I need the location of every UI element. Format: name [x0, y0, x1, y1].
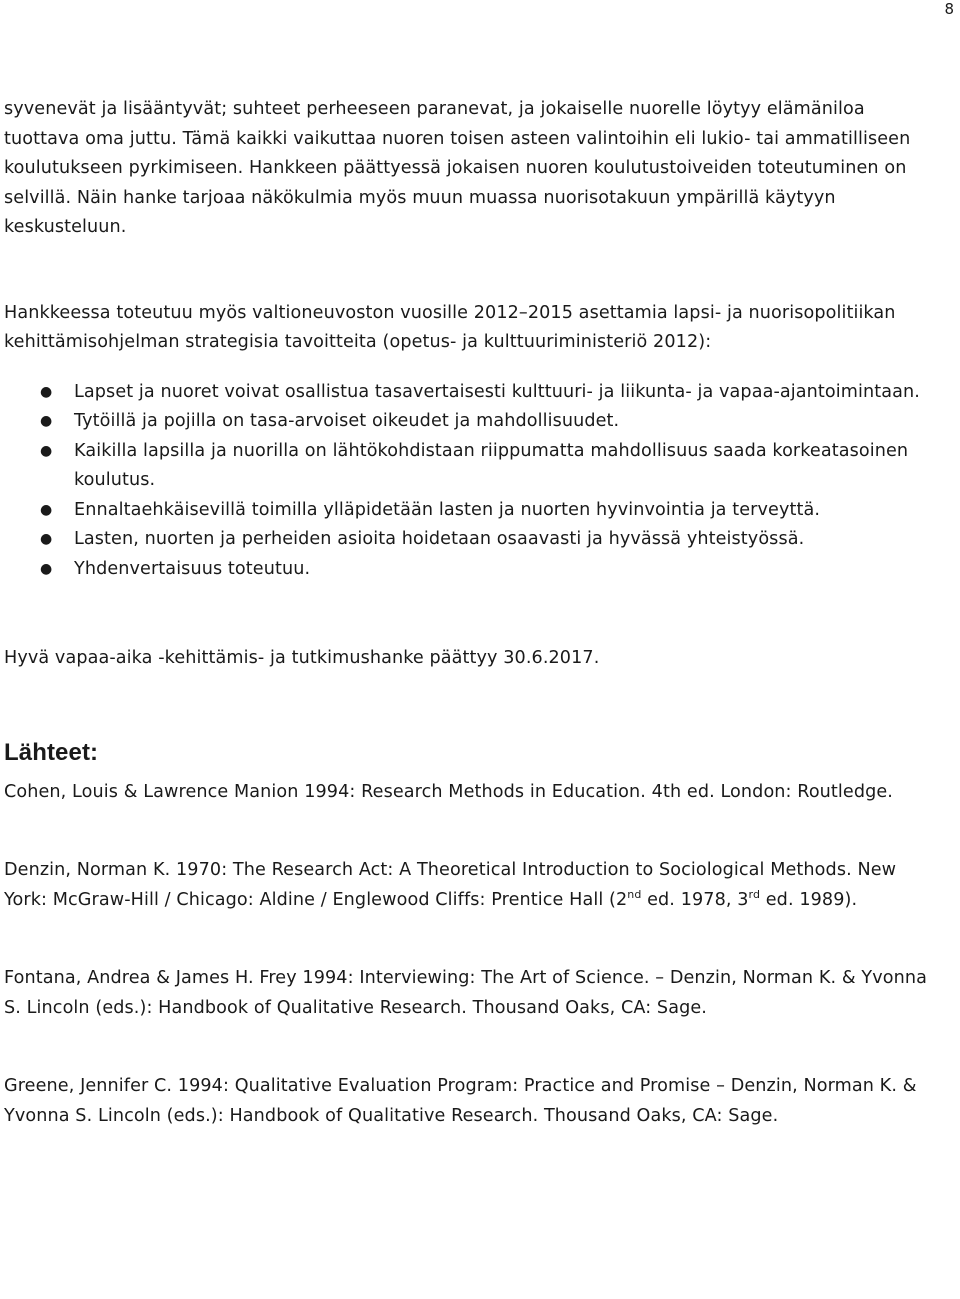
list-item [4, 437, 944, 496]
bullet-icon: ● [40, 531, 53, 547]
list-item [4, 525, 944, 555]
paragraph-project-outcomes: syvenevät ja lisääntyvät; suhteet perheeseen paranevat, ja jokaiselle nuorelle löytyy elämäniloa tuottava oma juttu. Tämä kaikki vaikuttaa nuoren toisen asteen valintoihin eli lukio- tai ammatilliseen koulutukseen pyrkimiseen. Hankkeen päättyessä jokaisen nuoren koulutustoiveiden toteutuminen on selvillä. Näin hanke tarjoaa näkökulmia myös muun muassa nuorisotakuun ympärillä käytyyn keskusteluun. [4, 99, 911, 237]
bullet-icon: ● [40, 413, 53, 429]
bullet-icon: ● [40, 442, 53, 459]
ordinal-suffix: rd [748, 887, 761, 901]
reference-greene: Greene, Jennifer C. 1994: Qualitative Evaluation Program: Practice and Promise – Denzin, Norman K. & Yvonna S. Lincoln (eds.): Handbook of Qualitative Research. Thousand Oaks, CA: Sage. [4, 1076, 917, 1126]
list-item [4, 555, 944, 585]
reference-denzin [4, 856, 944, 915]
list-item-text: Yhdenvertaisuus toteutuu. [74, 558, 311, 579]
list-item [4, 378, 944, 408]
list-item [4, 407, 944, 437]
list-item-text: Kaikilla lapsilla ja nuorilla on lähtökohdistaan riippumatta mahdollisuus saada korkeatasoinen koulutus. [74, 440, 909, 490]
sources-heading: Lähteet: [4, 738, 99, 766]
reference-list [4, 778, 944, 1132]
list-item [4, 496, 944, 526]
list-item-text: Ennaltaehkäisevillä toimilla ylläpidetään lasten ja nuorten hyvinvointia ja terveyttä. [74, 499, 821, 520]
reference-text: ed. 1978, 3 [641, 889, 749, 910]
document-body [4, 95, 944, 1131]
page-number: 8 [944, 0, 954, 18]
bullet-icon: ● [40, 383, 53, 400]
bullet-icon: ● [40, 560, 53, 577]
reference-text: Denzin, Norman K. 1970: The Research Act: A Theoretical Introduction to Sociological Methods. New York: McGraw-Hill / Chicago: Aldine / Englewood Cliffs: Prentice Hall (2 [4, 860, 897, 910]
paragraph-project-end-date: Hyvä vapaa-aika -kehittämis- ja tutkimushanke päättyy 30.6.2017. [4, 648, 600, 668]
paragraph-policy-goals-intro: Hankkeessa toteutuu myös valtioneuvoston vuosille 2012–2015 asettamia lapsi- ja nuorisopolitiikan kehittämisohjelman strategisia tavoitteita (opetus- ja kulttuuriministeriö 2012): [4, 302, 896, 352]
list-item-text: Tytöillä ja pojilla on tasa-arvoiset oikeudet ja mahdollisuudet. [74, 411, 620, 431]
ordinal-suffix: nd [627, 887, 642, 901]
reference-fontana: Fontana, Andrea & James H. Frey 1994: Interviewing: The Art of Science. – Denzin, Norman K. & Yvonna S. Lincoln (eds.): Handbook of Qualitative Research. Thousand Oaks, CA: Sage. [4, 968, 927, 1018]
policy-goals-list [4, 378, 944, 585]
bullet-icon: ● [40, 501, 53, 518]
list-item-text: Lasten, nuorten ja perheiden asioita hoidetaan osaavasti ja hyvässä yhteistyössä. [74, 529, 805, 549]
reference-text: ed. 1989). [760, 889, 858, 910]
reference-cohen: Cohen, Louis & Lawrence Manion 1994: Research Methods in Education. 4th ed. London: Routledge. [4, 781, 893, 802]
list-item-text: Lapset ja nuoret voivat osallistua tasavertaisesti kulttuuri- ja liikunta- ja vapaa-ajantoimintaan. [74, 381, 920, 402]
